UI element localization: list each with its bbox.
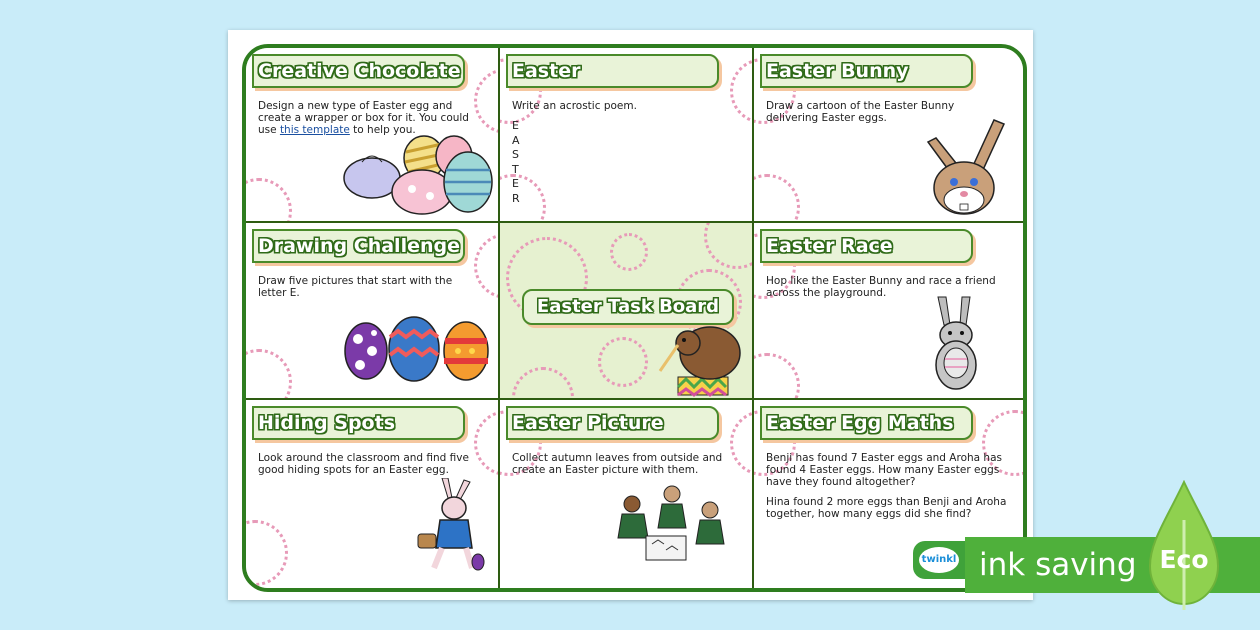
cell-title: Hiding Spots xyxy=(252,406,465,440)
children-crafting-illustration xyxy=(610,480,734,570)
cell-easter-picture xyxy=(500,400,754,588)
acrostic-letters xyxy=(512,119,520,206)
cell-instructions xyxy=(766,452,1007,520)
dotted-circle-decoration xyxy=(754,353,800,400)
template-link[interactable]: this template xyxy=(279,124,350,136)
cell-title: Easter Egg Maths xyxy=(760,406,973,440)
cell-easter-acrostic xyxy=(500,48,754,223)
acrostic-letter: T xyxy=(512,162,519,176)
cell-instructions xyxy=(258,100,482,136)
cell-title: Creative Chocolate xyxy=(252,54,465,88)
acrostic-letter: E xyxy=(512,177,519,190)
dotted-circle-decoration xyxy=(246,178,292,223)
instruction-text: Design a new type of Easter egg and create a wrapper or box for it. You could use xyxy=(258,100,469,136)
cell-instructions: Collect autumn leaves from outside and create an Easter picture with them. xyxy=(512,452,723,476)
eco-label: Eco xyxy=(1159,545,1209,574)
cell-hiding-spots xyxy=(246,400,500,588)
dotted-circle-decoration xyxy=(730,58,754,124)
cell-easter-race xyxy=(754,223,1023,400)
cell-title: Easter Picture xyxy=(506,406,719,440)
dotted-circle-decoration xyxy=(512,367,574,400)
cell-instructions: Hop like the Easter Bunny and race a friend across the playground. xyxy=(766,275,996,299)
dotted-circle-decoration xyxy=(610,233,648,271)
dotted-circle-decoration xyxy=(754,174,800,223)
dotted-circle-decoration xyxy=(598,337,648,387)
ink-saving-label: ink saving xyxy=(979,547,1137,583)
instruction-text-end: to help you. xyxy=(349,124,416,136)
cell-title: Easter Bunny xyxy=(760,54,973,88)
cell-drawing-challenge xyxy=(246,223,500,400)
acrostic-letter: R xyxy=(512,191,520,205)
maths-question-2: Hina found 2 more eggs than Benji and Aroha together, how many eggs did she find? xyxy=(766,496,1007,520)
dotted-circle-decoration xyxy=(246,349,292,400)
cell-easter-bunny xyxy=(754,48,1023,223)
maths-question-1: Benji has found 7 Easter eggs and Aroha has found 4 Easter eggs. How many Easter eggs have they found altogether? xyxy=(766,452,1002,488)
task-board xyxy=(242,44,1027,592)
dotted-circle-decoration xyxy=(500,174,546,223)
dotted-circle-decoration xyxy=(246,520,288,586)
acrostic-letter: E xyxy=(512,119,519,132)
kiwi-bird-illustration xyxy=(658,315,748,397)
cell-instructions: Draw a cartoon of the Easter Bunny delivering Easter eggs. xyxy=(766,100,955,124)
twinkl-logo xyxy=(913,541,965,579)
cell-instructions: Draw five pictures that start with the letter E. xyxy=(258,275,453,299)
easter-eggs-illustration xyxy=(342,134,494,220)
bunny-face-illustration xyxy=(920,114,1010,218)
twinkl-logo-text: twinkl xyxy=(919,547,959,573)
cell-title: Easter Race xyxy=(760,229,973,263)
grey-bunny-illustration xyxy=(926,295,986,393)
patterned-eggs-illustration xyxy=(342,315,492,385)
cell-center-task-board xyxy=(500,223,754,400)
cell-instructions: Look around the classroom and find five good hiding spots for an Easter egg. xyxy=(258,452,469,476)
cell-title: Easter xyxy=(506,54,719,88)
cell-instructions: Write an acrostic poem. xyxy=(512,100,637,112)
board-title: Easter Task Board xyxy=(522,289,734,325)
bunny-with-basket-illustration xyxy=(414,478,490,572)
task-board-sheet xyxy=(228,30,1033,600)
cell-creative-chocolate xyxy=(246,48,500,223)
cell-title: Drawing Challenge xyxy=(252,229,465,263)
dotted-circle-decoration xyxy=(704,223,754,269)
acrostic-letter: S xyxy=(512,148,519,161)
acrostic-letter: A xyxy=(512,133,520,147)
